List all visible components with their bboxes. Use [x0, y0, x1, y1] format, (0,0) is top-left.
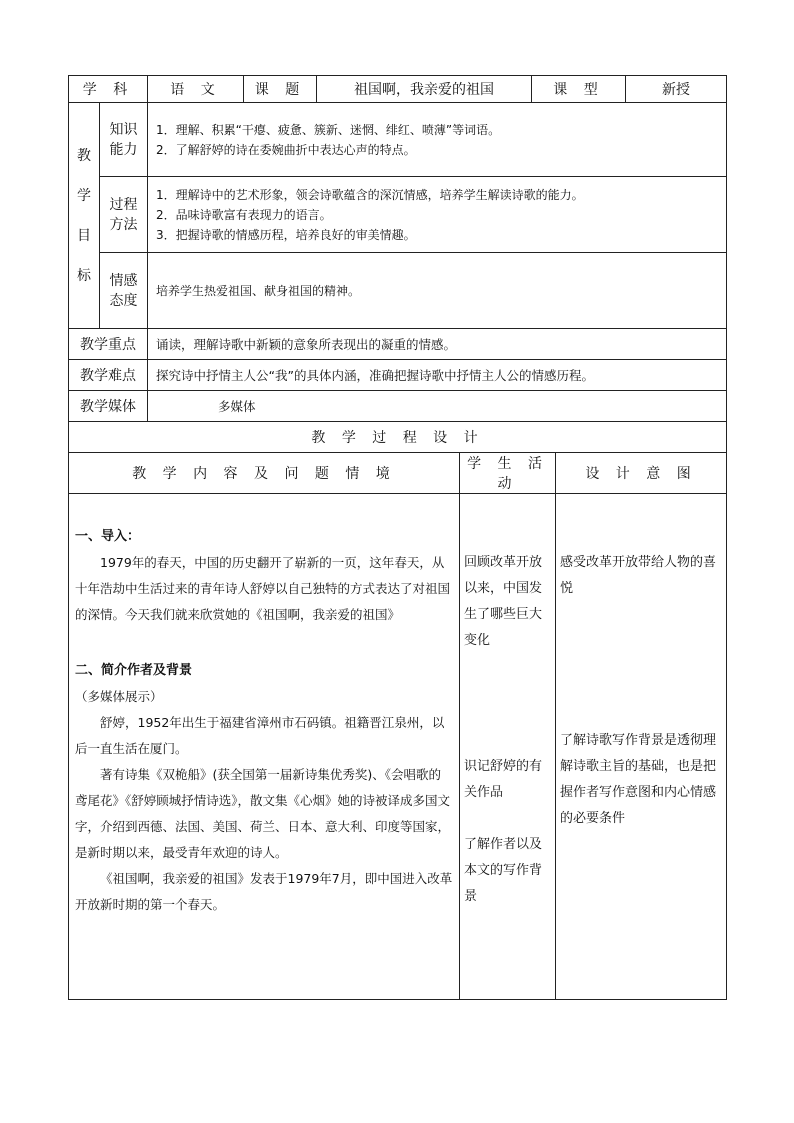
student-activity-3: 了解作者以及本文的写作背景: [464, 837, 543, 904]
key-points-value: 诵读，理解诗歌中新颖的意象所表现出的凝重的情感。: [148, 329, 727, 360]
lesson-plan-table: [68, 75, 727, 1000]
knowledge-label-line: 能力: [109, 141, 138, 158]
difficult-points-row: [69, 360, 727, 391]
objectives-label-char: 标: [77, 267, 91, 284]
intro-heading: 一、导入：: [75, 529, 141, 544]
emotion-items: [148, 253, 727, 329]
knowledge-items: [148, 103, 727, 177]
process-label-line: 过程: [109, 196, 138, 213]
process-body-row: [69, 494, 727, 1000]
knowledge-item: 1．理解、积累“干瘪、疲惫、簇新、迷惘、绯红、喷薄”等词语。: [156, 122, 501, 137]
subject-label: 学 科: [69, 76, 148, 103]
column-header-content: 教 学 内 容 及 问 题 情 境: [69, 453, 460, 494]
key-points-label: 教学重点: [69, 329, 148, 360]
student-activity-cell: [460, 494, 556, 1000]
lesson-plan-page: [68, 75, 726, 1000]
topic-value: 祖国啊，我亲爱的祖国: [317, 76, 532, 103]
process-design-title: 教 学 过 程 设 计: [69, 422, 727, 453]
student-activity-1: 回顾改革开放以来，中国发生了哪些巨大变化: [464, 555, 543, 648]
knowledge-label: [100, 103, 148, 177]
process-item: 3．把握诗歌的情感历程，培养良好的审美情趣。: [156, 227, 416, 242]
objective-knowledge-row: [69, 103, 727, 177]
objectives-label-char: 学: [77, 187, 91, 204]
emotion-label: [100, 253, 148, 329]
media-row: [69, 391, 727, 422]
process-label-line: 方法: [109, 216, 138, 233]
design-intent-1: 感受改革开放带给人物的喜悦: [560, 555, 717, 596]
author-heading: 二、简介作者及背景: [75, 663, 193, 678]
emotion-item: 培养学生热爱祖国、献身祖国的精神。: [156, 283, 361, 298]
author-paragraph-2: 著有诗集《双桅船》(获全国第一届新诗集优秀奖)、《会唱歌的鸢尾花》《舒婷顾城抒情诗选》，散文集《心烟》她的诗被译成多国文字，介绍到西德、法国、美国、荷兰、日本、意大利、印度等国家，是新时期以来，最受青年欢迎的诗人。: [75, 767, 451, 860]
objectives-label-char: 教: [77, 147, 91, 164]
media-label: 教学媒体: [69, 391, 148, 422]
author-paragraph-3: 《祖国啊，我亲爱的祖国》发表于1979年7月，即中国进入改革开放新时期的第一个春天。: [75, 871, 453, 912]
type-label: 课 型: [532, 76, 626, 103]
media-value: 多媒体: [148, 391, 727, 422]
difficult-points-label: 教学难点: [69, 360, 148, 391]
process-item: 2．品味诗歌富有表现力的语言。: [156, 207, 332, 222]
process-label: [100, 177, 148, 253]
design-intent-2: 了解诗歌写作背景是透彻理解诗歌主旨的基础，也是把握作者写作意图和内心情感的必要条件: [560, 733, 717, 826]
process-items: [148, 177, 727, 253]
topic-label: 课 题: [244, 76, 317, 103]
emotion-label-line: 情感: [109, 272, 138, 289]
process-item: 1．理解诗中的艺术形象，领会诗歌蕴含的深沉情感，培养学生解读诗歌的能力。: [156, 187, 584, 202]
objectives-label: [69, 103, 100, 329]
process-column-header-row: [69, 453, 727, 494]
knowledge-label-line: 知识: [109, 121, 138, 138]
type-value: 新授: [626, 76, 727, 103]
intro-paragraph: 1979年的春天，中国的历史翻开了崭新的一页，这年春天，从十年浩劫中生活过来的青年诗人舒婷以自己独特的方式表达了对祖国的深情。今天我们就来欣赏她的《祖国啊，我亲爱的祖国》: [75, 555, 451, 622]
difficult-points-value: 探究诗中抒情主人公“我”的具体内涵，准确把握诗歌中抒情主人公的情感历程。: [148, 360, 727, 391]
objective-emotion-row: [69, 253, 727, 329]
objective-process-row: [69, 177, 727, 253]
process-design-title-row: [69, 422, 727, 453]
teaching-content-cell: [69, 494, 460, 1000]
objectives-label-char: 目: [77, 227, 91, 244]
author-paragraph-1: 舒婷，1952年出生于福建省漳州市石码镇。祖籍晋江泉州，以后一直生活在厦门。: [75, 715, 445, 756]
emotion-label-line: 态度: [109, 292, 138, 309]
column-header-intent: 设 计 意 图: [556, 453, 727, 494]
knowledge-item: 2．了解舒婷的诗在委婉曲折中表达心声的特点。: [156, 142, 416, 157]
header-row: [69, 76, 727, 103]
design-intent-cell: [556, 494, 727, 1000]
key-points-row: [69, 329, 727, 360]
multimedia-note: （多媒体展示）: [75, 689, 163, 704]
subject-value: 语 文: [148, 76, 244, 103]
student-activity-2: 识记舒婷的有关作品: [464, 759, 543, 800]
column-header-activity: 学 生 活 动: [460, 453, 556, 494]
